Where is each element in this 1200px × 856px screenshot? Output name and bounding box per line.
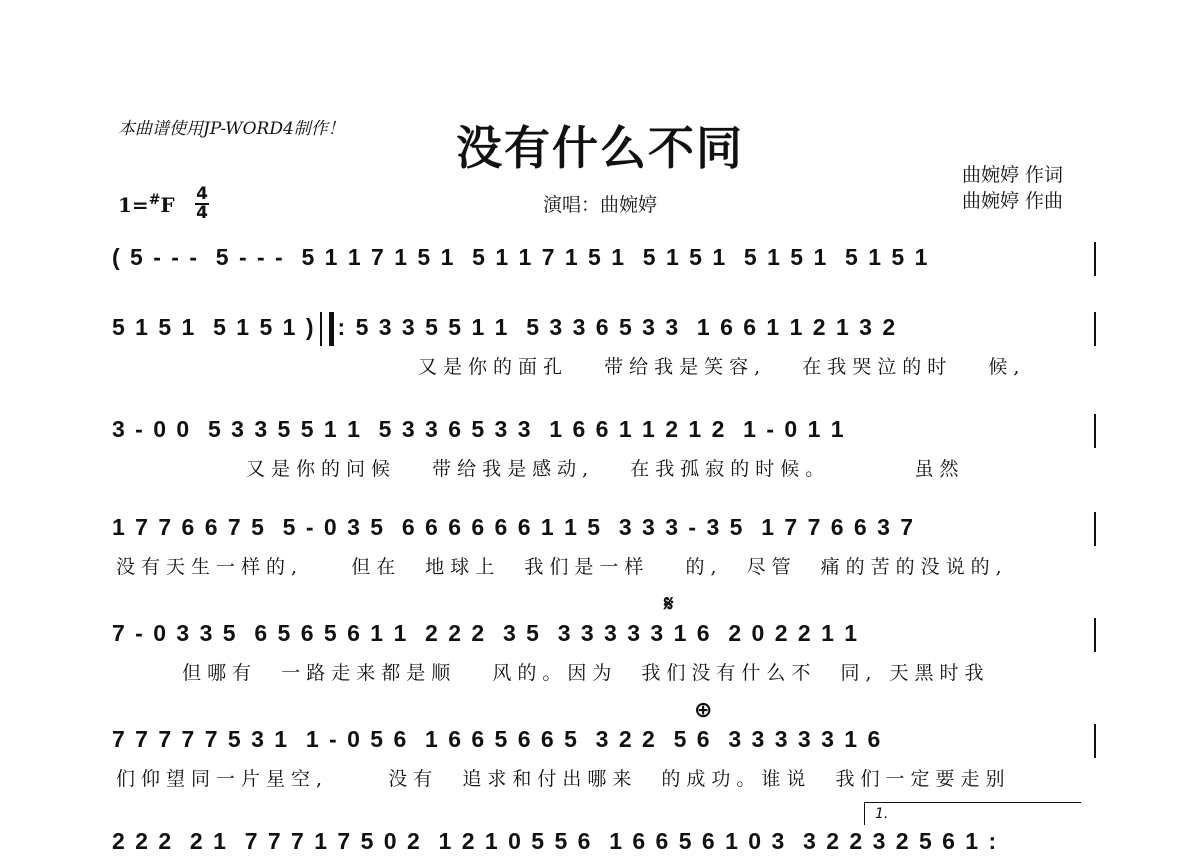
barline [1094,618,1096,652]
staff-line-4 [112,512,1096,578]
notes-line-6: 7 7 7 7 7 5 3 1 1 - 0 5 6 1 6 6 5 6 6 5 3 2 2 5 6 3 3 3 3 3 1 6 [112,726,883,752]
staff-line-2 [112,312,1096,378]
notes-line-2a: 5 1 5 1 5 1 5 1 ) [112,314,316,340]
composer-credit: 曲婉婷 作曲 [962,190,1064,212]
segno-sign: 𝄋 [664,592,674,617]
notes-line-3: 3 - 0 0 5 3 3 5 5 1 1 5 3 3 6 5 3 3 1 6 6 1 1 2 1 2 1 - 0 1 1 [112,416,846,442]
lyrics-line-2: 又是你的面孔 带给我是笑容, 在我哭泣的时 候, [418,356,1026,378]
key-note: F [160,193,175,217]
notes-line-1: ( 5 - - - 5 - - - 5 1 1 7 1 5 1 5 1 1 7 1 5 1 5 1 5 1 5 1 5 1 5 1 5 1 [112,244,930,270]
lyrics-line-5: 但哪有 一路走来都是顺 风的。因为 我们没有什么不 同, 天黑时我 [146,662,990,684]
staff-line-5 [112,592,1096,684]
staff-line-7 [112,806,1096,856]
barline [1094,724,1096,758]
notes-line-5: 7 - 0 3 3 5 6 5 6 5 6 1 1 2 2 2 3 5 3 3 3 3 3 1 6 2 0 2 2 1 1 [112,620,860,646]
notes-line-4: 1 7 7 6 6 7 5 5 - 0 3 5 6 6 6 6 6 6 1 1 5 3 3 3 - 3 5 1 7 7 6 6 3 7 [112,514,916,540]
credits [962,162,1063,214]
meter-bottom: 4 [196,203,208,223]
credit-note: 本曲谱使用JP-WORD4制作！ [118,119,345,139]
song-title: 没有什么不同 [456,121,744,175]
barline [1094,414,1096,448]
lyricist-credit: 曲婉婷 作词 [962,164,1064,186]
staff-line-6 [112,698,1096,790]
repeat-start-sign [320,312,334,346]
barline [1094,312,1096,346]
barline [1094,242,1096,276]
singer-credit: 演唱：曲婉婷 [542,194,657,216]
lyrics-line-6: 们仰望同一片星空, 没有 追求和付出哪来 的成功。谁说 我们一定要走别 [116,768,1011,790]
lyrics-line-4: 没有天生一样的, 但在 地球上 我们是一样 的, 尽管 痛的苦的没说的, [116,556,1008,578]
volta-number: 1. [875,806,889,822]
sharp-sign: # [148,192,161,208]
coda-sign: ⊕ [694,698,713,723]
staff-line-3 [112,414,1096,480]
staff-line-1 [112,242,1096,272]
meter-top: 4 [196,184,208,204]
key-label: 1= [118,193,149,217]
notes-line-2b: : 5 3 3 5 5 1 1 5 3 3 6 5 3 3 1 6 6 1 1 2 1 3 2 [337,314,898,340]
notes-line-7: 2 2 2 2 1 7 7 7 1 7 5 0 2 1 2 1 0 5 5 6 1 6 6 5 6 1 0 3 3 2 2 3 2 5 6 1 : [112,828,999,854]
lyrics-line-3: 又是你的问候 带给我是感动, 在我孤寂的时候。 虽然 [246,458,965,480]
barline [1094,512,1096,546]
volta-bracket [864,802,1081,825]
